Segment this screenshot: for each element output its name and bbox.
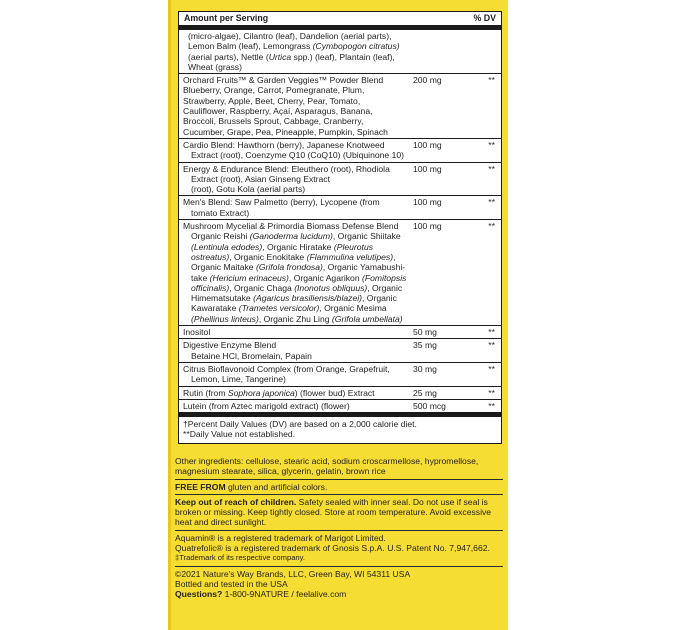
t: Organic Maitake <box>191 262 256 273</box>
sub-line: Betaine HCl, Bromelain, Papain <box>191 350 312 361</box>
free-from-text: gluten and artificial colors. <box>225 481 328 492</box>
row-title: Orchard Fruits™ & Garden Veggies™ Powder Blend <box>183 75 384 86</box>
amount-cell: 25 mg <box>413 387 437 398</box>
panel-edge <box>168 0 171 630</box>
ingredient-name <box>179 164 413 195</box>
sub-line: Lemon, Lime, Tangerine) <box>191 374 286 385</box>
t: , Organic <box>362 293 397 304</box>
footnote-dv: †Percent Daily Values (DV) are based on a 2,000 calorie diet. <box>183 419 417 430</box>
dv-cell: ** <box>488 197 495 208</box>
sub-line: Broccoli, Brussels Sprout, Cabbage, Cranberry, <box>183 116 364 127</box>
t: take <box>191 272 210 283</box>
sub-line: Extract (root), Coenzyme Q10 (CoQ10) (Ubiquinone 10) <box>191 150 405 161</box>
footnotes <box>179 417 501 442</box>
table-header <box>179 12 501 30</box>
trademark-aquamin: Aquamin® is a registered trademark of Marigot Limited. <box>175 532 386 543</box>
dv-cell: ** <box>488 139 495 150</box>
free-from-label: FREE FROM <box>175 481 226 492</box>
t: , Organic Shiitake <box>332 231 401 242</box>
amount-cell <box>413 31 471 72</box>
latin-name: (Hericium erinaceus) <box>209 272 289 283</box>
t: Rutin (from <box>183 387 228 398</box>
sub-line <box>183 262 411 272</box>
latin-name: (Grifola frondosa) <box>255 262 323 273</box>
ingredient-name <box>179 340 413 361</box>
sub-line <box>183 293 411 303</box>
cont-line: (micro-algae), Cilantro (leaf), Dandelion (aerial parts), <box>188 31 392 41</box>
other-ingredients: Other ingredients: cellulose, stearic acid, sodium croscarmellose, hypromellose, magnesium stearate, silica, glycerin, gelatin, brown rice <box>175 456 503 480</box>
amount-cell: 500 mcg <box>413 400 446 411</box>
ingredient-name <box>179 140 413 161</box>
amount-cell: 100 mg <box>413 163 442 174</box>
cont-line <box>188 52 411 62</box>
dv-cell: ** <box>488 400 495 411</box>
t: , Organic Chaga <box>229 282 295 293</box>
table-row <box>179 387 501 400</box>
latin-name: Sophora japonica <box>227 387 295 398</box>
label-panel <box>168 0 508 630</box>
dv-cell: ** <box>488 163 495 174</box>
ingredient-name <box>179 75 413 137</box>
latin-name: (Inonotus obliquus) <box>294 282 368 293</box>
sub-line <box>183 273 411 283</box>
supplement-facts-table <box>178 11 502 444</box>
ingredient-name <box>179 221 413 324</box>
latin-name: (Phellinus linteus) <box>191 313 259 324</box>
amount-cell: 100 mg <box>413 221 442 232</box>
warning-label: Keep out of reach of children. <box>175 496 297 507</box>
table-row <box>179 363 501 387</box>
sub-line: Strawberry, Apple, Beet, Cherry, Pear, Tomato, <box>183 95 361 106</box>
amount-cell: 35 mg <box>413 340 437 351</box>
sub-line <box>183 303 411 313</box>
t: Organic Reishi <box>191 231 250 242</box>
t: ) (flower bud) Extract <box>294 387 375 398</box>
questions-label: Questions? <box>175 589 223 600</box>
cont-text: Lemon Balm (leaf), Lemongrass <box>188 41 313 52</box>
amount-cell: 30 mg <box>413 363 437 374</box>
latin-name: (Pleurotus <box>333 241 374 252</box>
cont-text: spp.) (leaf), Plantain (leaf), <box>291 51 395 62</box>
dv-cell: ** <box>488 363 495 374</box>
sub-line: Cucumber, Grape, Pea, Pineapple, Pumpkin, Spinach <box>183 126 388 137</box>
sub-line: tomato Extract) <box>191 207 250 218</box>
table-row <box>179 74 501 139</box>
cont-line: Wheat (grass) <box>188 61 242 72</box>
warning-text: Safety sealed with inner seal. Do not use if seal is broken or missing. Keep tightly closed. Store at room temperature. Avoid excessive heat and direct sunlight. <box>175 496 492 528</box>
latin-name: officinalis) <box>191 282 230 293</box>
row-title: Digestive Enzyme Blend <box>183 340 277 351</box>
table-row <box>179 220 501 326</box>
copyright: ©2021 Nature's Way Brands, LLC, Green Bay, WI 54311 USA <box>175 568 411 579</box>
table-row <box>179 163 501 197</box>
table-row <box>179 400 501 417</box>
cont-line: Lemon Balm (leaf), Lemongrass (Cymbopogon citratus) <box>188 41 400 52</box>
ingredient-name: Lutein (from Aztec marigold extract) (flower) <box>183 400 350 411</box>
latin-name: (Trametes versicolor) <box>238 303 320 314</box>
latin-name: ostreatus) <box>191 251 230 262</box>
row-title: Cardio Blend: Hawthorn (berry), Japanese Knotweed <box>183 139 385 150</box>
dv-cell: ** <box>488 327 495 338</box>
amount-cell: 200 mg <box>413 75 442 86</box>
label-text-below <box>175 456 503 604</box>
cont-italic: Cymbopogon citratus) <box>315 41 400 52</box>
questions-line <box>175 589 503 599</box>
ingredient-name <box>179 364 413 385</box>
sub-line <box>183 252 411 262</box>
latin-name: (Lentinula edodes) <box>191 241 263 252</box>
dv-cell: ** <box>488 221 495 232</box>
sub-line: (root), Gotu Kola (aerial parts) <box>191 184 306 195</box>
table-row-continued <box>179 30 501 74</box>
sub-line: Extract (root), Asian Ginseng Extract <box>191 173 330 184</box>
dv-heading: % DV <box>473 13 496 23</box>
t: , Organic Enokitake <box>229 251 307 262</box>
sub-line <box>183 314 411 324</box>
dv-cell: ** <box>488 340 495 351</box>
cont-text: (aerial parts), Nettle ( <box>188 51 269 62</box>
latin-name: (Ganoderma lucidum) <box>249 231 333 242</box>
sub-line: Cauliflower, Raspberry, Açaí, Asparagus, Banana, <box>183 106 373 117</box>
trademarks <box>175 533 503 567</box>
sub-line <box>183 283 411 293</box>
dv-cell <box>471 31 499 72</box>
row-title: Mushroom Mycelial & Primordia Biomass Defense Blend <box>183 221 399 232</box>
ingredient-name: Inositol <box>183 327 211 338</box>
t: , Organic Hiratake <box>262 241 334 252</box>
trademark-note: ‡Trademark of its respective company. <box>175 553 305 563</box>
table-row <box>179 339 501 363</box>
trademark-quatrefolic: Quatrefolic® is a registered trademark of Gnosis S.p.A. U.S. Patent No. 7,947,662. <box>175 543 490 554</box>
t: Himematsutake <box>191 293 254 304</box>
sub-line <box>183 231 411 241</box>
latin-name: (Flammulina velutipes) <box>306 251 394 262</box>
cont-italic: Urtica <box>268 51 292 62</box>
table-row <box>179 326 501 339</box>
dv-cell: ** <box>488 387 495 398</box>
row-title: Citrus Bioflavonoid Complex (from Orange, Grapefruit, <box>183 363 390 374</box>
amount-cell: 50 mg <box>413 327 437 338</box>
warnings <box>175 497 503 531</box>
t: , Organic Mesima <box>319 303 387 314</box>
sub-line: Blueberry, Orange, Carrot, Pomegranate, Plum, <box>183 85 365 96</box>
company-info <box>175 569 503 602</box>
ingredient-name <box>179 388 413 398</box>
latin-name: (Fomitopsis <box>362 272 407 283</box>
t: , Organic Zhu Ling <box>258 313 332 324</box>
table-row <box>179 139 501 163</box>
footnote-not-established: **Daily Value not established. <box>183 429 296 440</box>
t: , Organic Agarikon <box>288 272 363 283</box>
continued-text <box>179 31 413 72</box>
amount-per-serving-heading: Amount per Serving <box>184 13 269 23</box>
sub-line <box>183 242 411 252</box>
t: , Organic Yamabushi- <box>322 262 406 273</box>
amount-cell: 100 mg <box>413 139 442 150</box>
latin-name: (Agaricus brasiliensis/blazei) <box>253 293 362 304</box>
row-title: Men's Blend: Saw Palmetto (berry), Lycopene (from <box>183 197 380 208</box>
contact-info: 1-800-9NATURE / feelalive.com <box>222 589 347 600</box>
free-from <box>175 482 503 495</box>
row-title: Energy & Endurance Blend: Eleuthero (root), Rhodiola <box>183 163 390 174</box>
table-row <box>179 196 501 220</box>
bottled-note: Bottled and tested in the USA <box>175 578 288 589</box>
dv-cell: ** <box>488 75 495 86</box>
ingredient-name <box>179 197 413 218</box>
t: , Organic <box>367 282 403 293</box>
latin-name: (Grifola umbellata) <box>331 313 403 324</box>
amount-cell: 100 mg <box>413 197 442 208</box>
t: Kawaratake <box>191 303 239 314</box>
t: , <box>393 251 396 262</box>
